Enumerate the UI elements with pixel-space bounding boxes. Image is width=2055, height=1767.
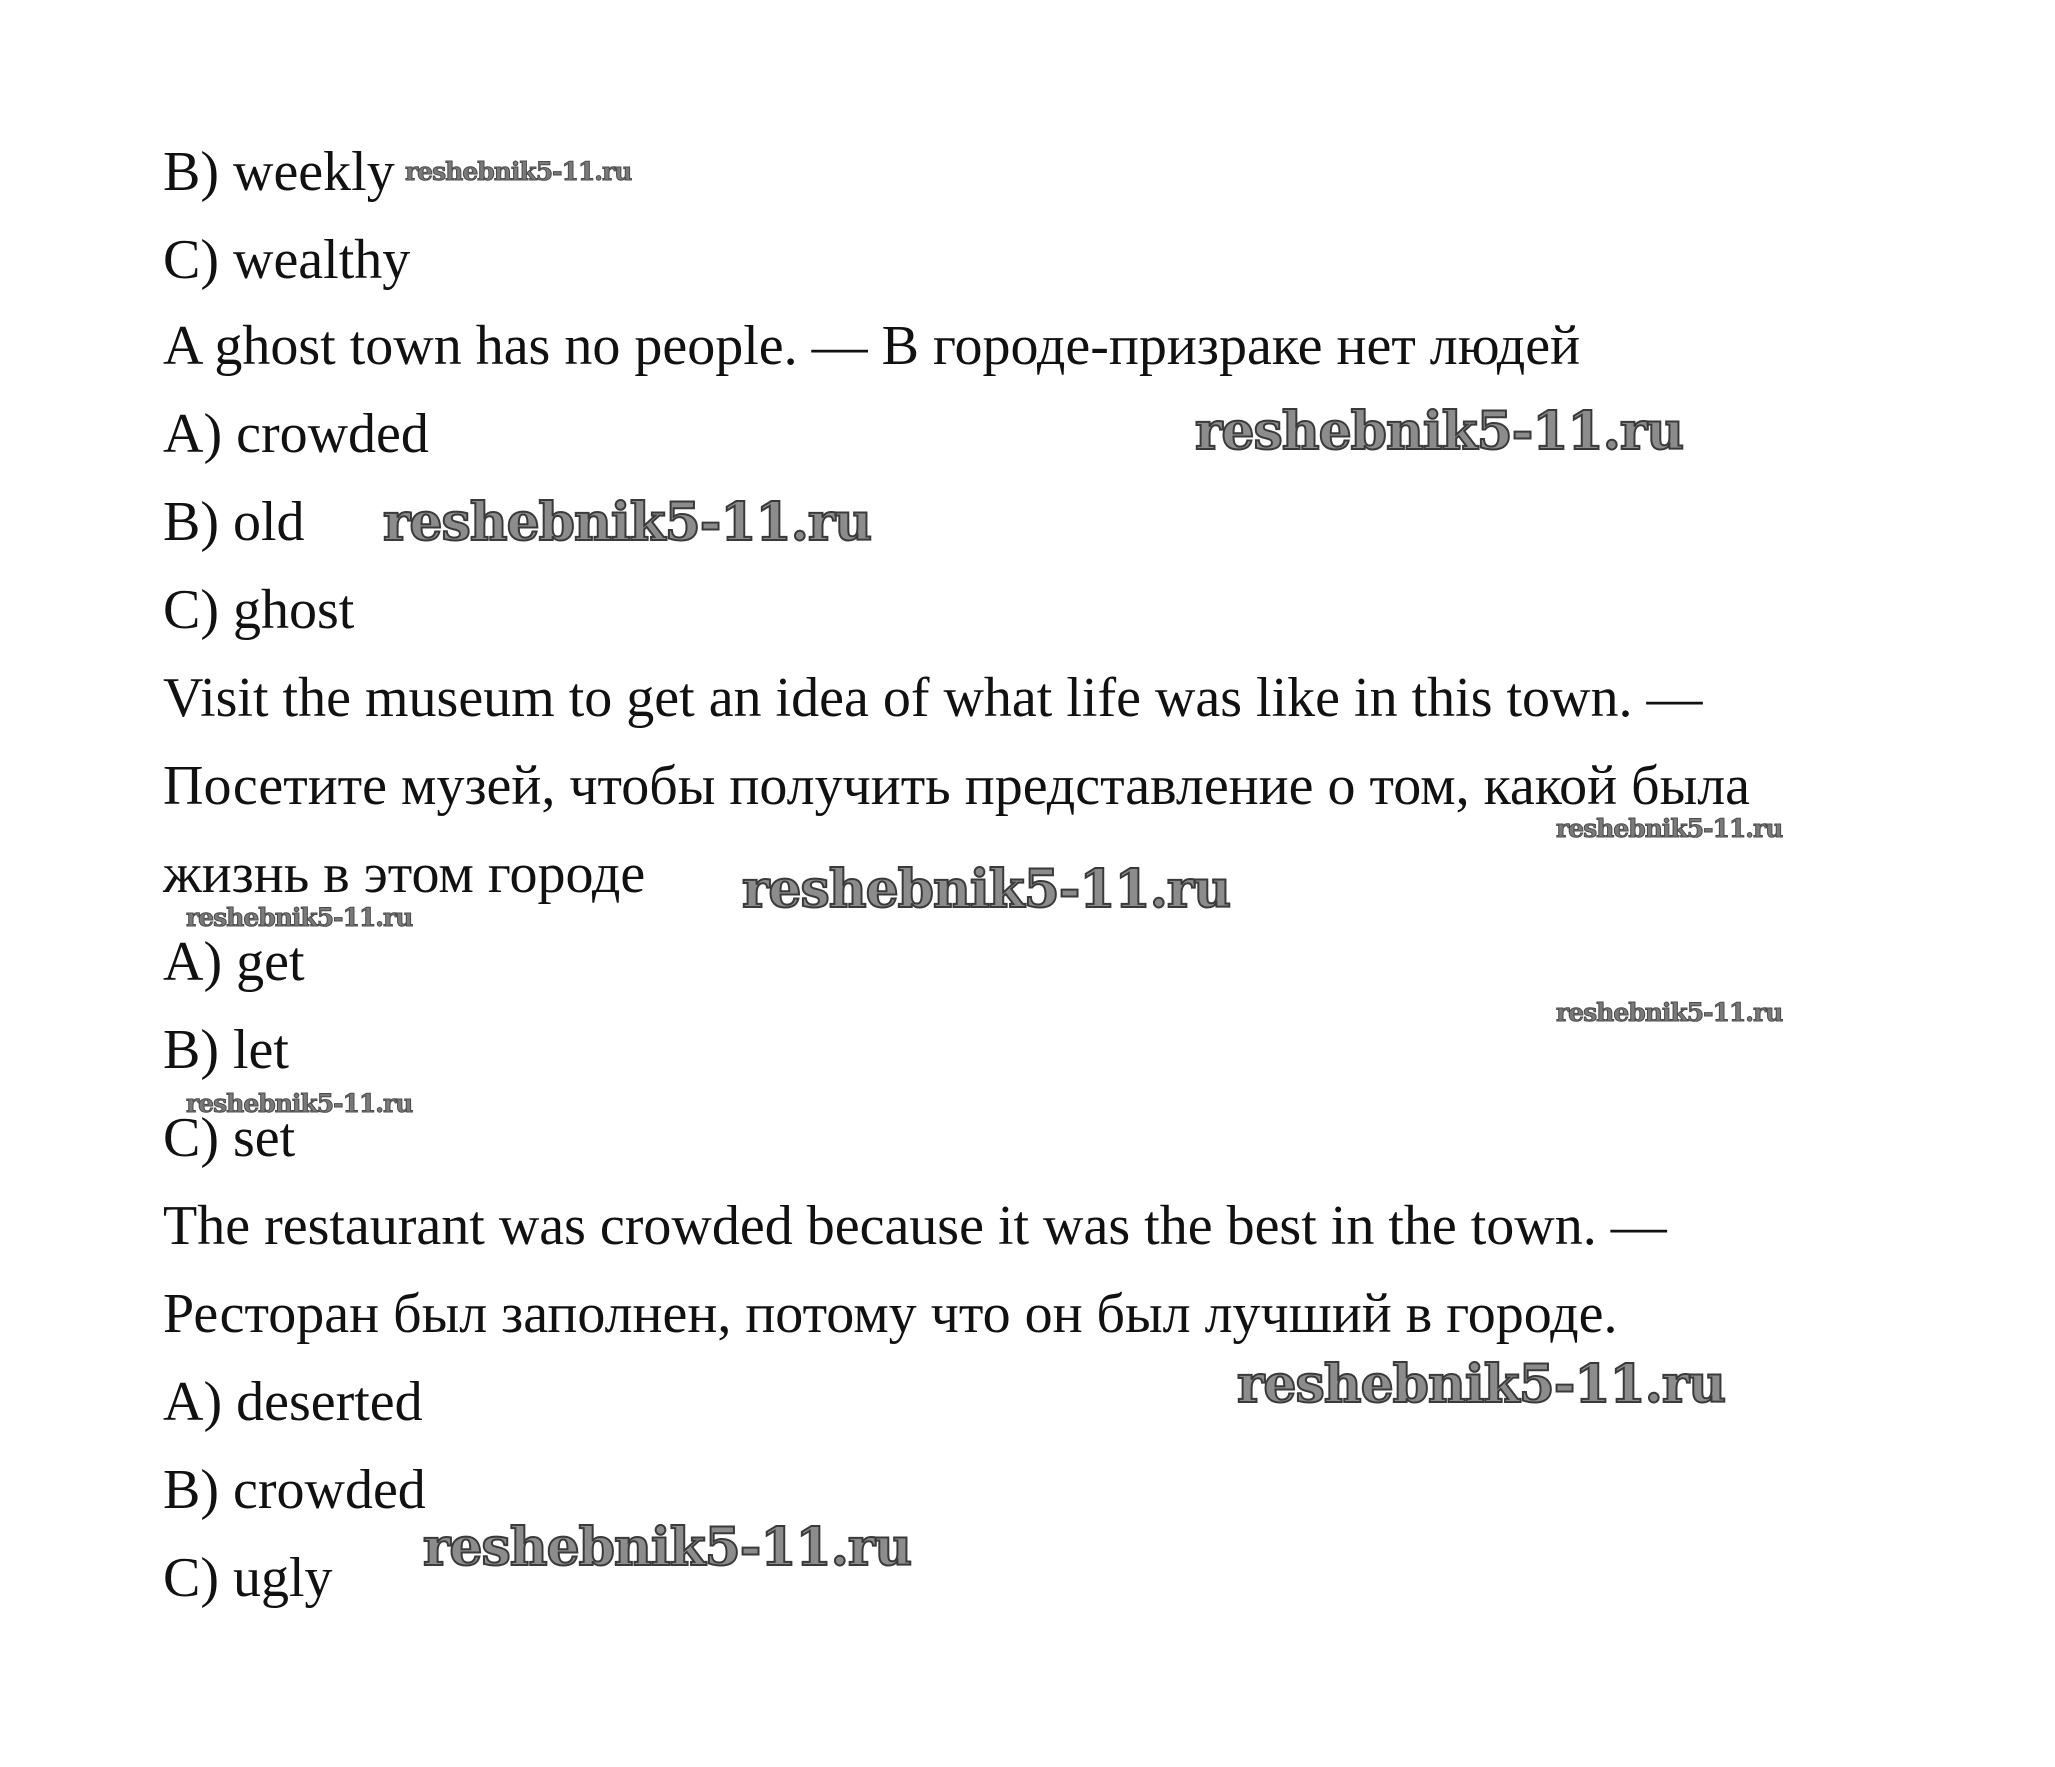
watermark: reshebnik5-11.ru [186, 903, 413, 932]
sentence-restaurant-russian: Ресторан был заполнен, потому что он был лучший в городе. [163, 1283, 1618, 1345]
option-b-weekly: B) weekly [163, 141, 395, 203]
option-c-ugly: C) ugly [163, 1547, 333, 1609]
sentence-ghost-town: A ghost town has no people. — В городе-призраке нет людей [163, 315, 1581, 377]
sentence-museum-english: Visit the museum to get an idea of what life was like in this town. — [163, 667, 1703, 729]
watermark: reshebnik5-11.ru [742, 859, 1231, 920]
watermark: reshebnik5-11.ru [423, 1517, 912, 1578]
option-c-set: C) set [163, 1107, 296, 1169]
option-a-get: A) get [163, 931, 305, 993]
watermark: reshebnik5-11.ru [1195, 401, 1684, 462]
option-a-deserted: A) deserted [163, 1371, 423, 1433]
option-c-wealthy: C) wealthy [163, 229, 411, 291]
watermark: reshebnik5-11.ru [1556, 814, 1783, 843]
sentence-museum-russian-1: Посетите музей, чтобы получить представление о том, какой была [163, 755, 1751, 817]
sentence-restaurant-english: The restaurant was crowded because it was the best in the town. — [163, 1195, 1667, 1257]
watermark: reshebnik5-11.ru [1237, 1354, 1726, 1415]
option-b-crowded: B) crowded [163, 1459, 426, 1521]
watermark: reshebnik5-11.ru [405, 157, 632, 186]
option-b-old: B) old [163, 491, 305, 553]
sentence-museum-russian-2: жизнь в этом городе [163, 843, 646, 905]
option-a-crowded: A) crowded [163, 403, 429, 465]
watermark: reshebnik5-11.ru [383, 492, 872, 553]
option-c-ghost: C) ghost [163, 579, 355, 641]
watermark: reshebnik5-11.ru [186, 1089, 413, 1118]
option-b-let: B) let [163, 1019, 289, 1081]
watermark: reshebnik5-11.ru [1556, 998, 1783, 1027]
